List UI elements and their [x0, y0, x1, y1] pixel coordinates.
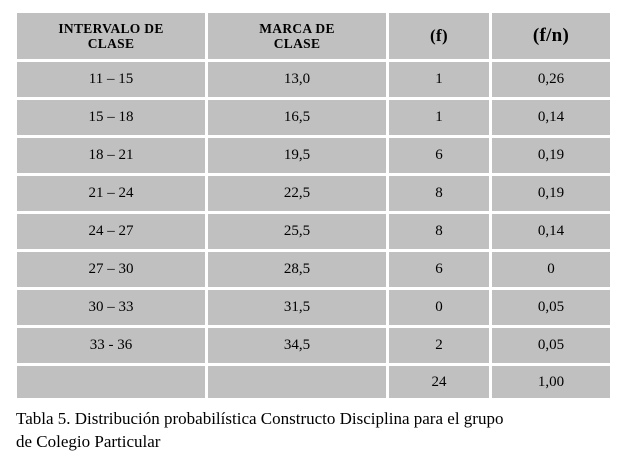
- cell-marca: 19,5: [208, 138, 386, 173]
- table-caption-line1: Tabla 5. Distribución probabilística Constructo Disciplina para el grupo: [16, 409, 504, 428]
- cell-interval: 27 – 30: [17, 252, 205, 287]
- table-totals-row: [17, 366, 610, 398]
- column-header-interval-line1: INTERVALO DE: [58, 20, 164, 36]
- cell-relative-frequency: 0,05: [492, 290, 610, 325]
- cell-frequency: 1: [389, 100, 489, 135]
- cell-interval: 30 – 33: [17, 290, 205, 325]
- cell-marca: 16,5: [208, 100, 386, 135]
- cell-interval: 33 - 36: [17, 328, 205, 363]
- cell-marca: 34,5: [208, 328, 386, 363]
- table-row: [17, 100, 610, 135]
- cell-totals-marca-empty: [208, 366, 386, 398]
- cell-interval: 18 – 21: [17, 138, 205, 173]
- cell-interval: 21 – 24: [17, 176, 205, 211]
- cell-relative-frequency: 0,05: [492, 328, 610, 363]
- cell-frequency: 1: [389, 62, 489, 97]
- cell-marca: 28,5: [208, 252, 386, 287]
- cell-frequency: 6: [389, 252, 489, 287]
- statistics-table-container: [14, 10, 604, 401]
- table-caption: [16, 408, 602, 454]
- cell-frequency: 6: [389, 138, 489, 173]
- cell-totals-frequency: 24: [389, 366, 489, 398]
- cell-interval: 11 – 15: [17, 62, 205, 97]
- table-caption-line2: de Colegio Particular: [16, 431, 161, 451]
- table-row: [17, 138, 610, 173]
- table-header: [17, 13, 610, 59]
- cell-totals-relative-frequency: 1,00: [492, 366, 610, 398]
- cell-relative-frequency: 0,19: [492, 138, 610, 173]
- frequency-distribution-table: [14, 10, 613, 401]
- cell-relative-frequency: 0,14: [492, 214, 610, 249]
- cell-relative-frequency: 0,14: [492, 100, 610, 135]
- column-header-marca-line2: CLASE: [273, 36, 321, 51]
- cell-marca: 25,5: [208, 214, 386, 249]
- cell-frequency: 2: [389, 328, 489, 363]
- cell-frequency: 8: [389, 214, 489, 249]
- cell-frequency: 0: [389, 290, 489, 325]
- table-row: [17, 214, 610, 249]
- column-header-interval: [17, 13, 205, 59]
- cell-interval: 24 – 27: [17, 214, 205, 249]
- table-row: [17, 290, 610, 325]
- cell-relative-frequency: 0,26: [492, 62, 610, 97]
- column-header-marca-line1: MARCA DE: [259, 20, 335, 36]
- table-header-row: [17, 13, 610, 59]
- cell-marca: 22,5: [208, 176, 386, 211]
- table-body: [17, 62, 610, 398]
- cell-marca: 13,0: [208, 62, 386, 97]
- table-row: [17, 62, 610, 97]
- table-row: [17, 328, 610, 363]
- column-header-frequency: (f): [389, 13, 489, 59]
- cell-relative-frequency: 0: [492, 252, 610, 287]
- column-header-interval-line2: CLASE: [87, 36, 135, 51]
- cell-marca: 31,5: [208, 290, 386, 325]
- cell-interval: 15 – 18: [17, 100, 205, 135]
- table-row: [17, 176, 610, 211]
- cell-frequency: 8: [389, 176, 489, 211]
- cell-totals-interval-empty: [17, 366, 205, 398]
- cell-relative-frequency: 0,19: [492, 176, 610, 211]
- column-header-relative-frequency: (f/n): [492, 13, 610, 59]
- column-header-marca: [208, 13, 386, 59]
- table-row: [17, 252, 610, 287]
